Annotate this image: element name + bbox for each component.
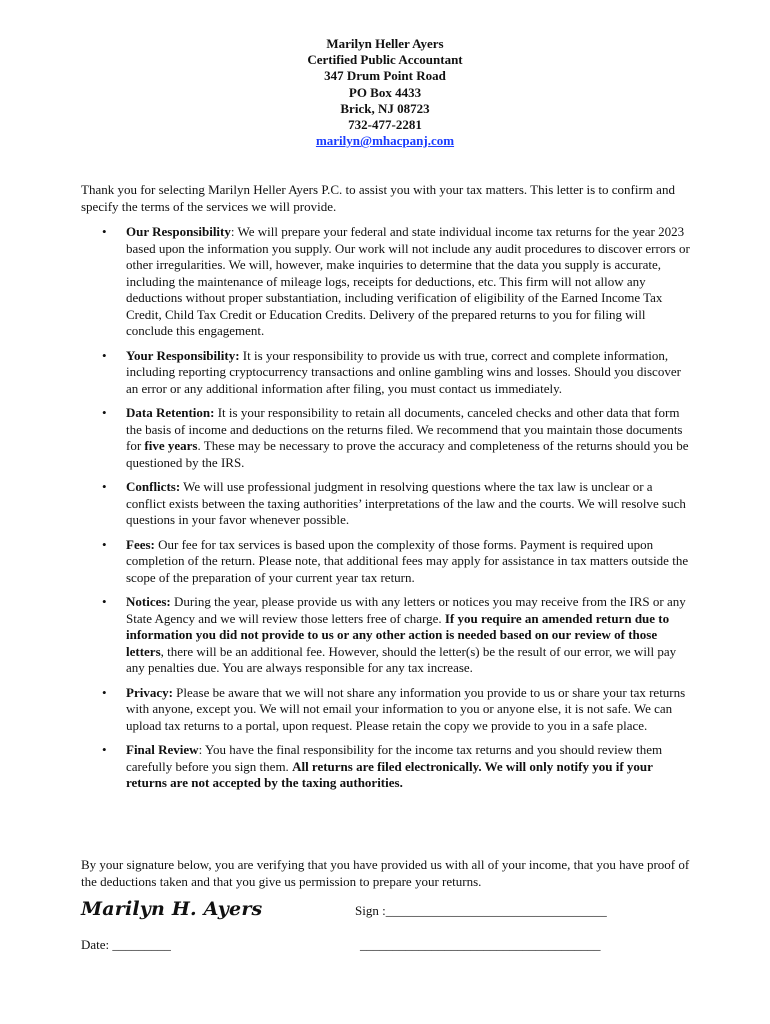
term-heading: Final Review <box>126 742 199 757</box>
term-your-responsibility <box>81 348 691 398</box>
bullet-icon: • <box>102 594 107 609</box>
term-emphasis: five years <box>144 438 198 453</box>
term-body: It is your responsibility to retain all documents, canceled checks and other data that form the basis of income and deductions on the returns filed. We recommend that you maintain those documents for <box>126 405 683 453</box>
term-emphasis: All returns are filed electronically. We will only notify you if your returns are not accepted by the taxing authorities. <box>126 758 653 790</box>
letterhead-phone: 732-477-2281 <box>348 117 422 133</box>
preparer-signature: Marilyn H. Ayers <box>81 898 263 920</box>
term-data-retention <box>81 405 691 471</box>
term-our-responsibility <box>81 224 691 340</box>
term-privacy <box>81 685 691 735</box>
term-body: We will use professional judgment in resolving questions where the tax law is unclear or a conflict exists between the taxing authorities’ interpretations of the law and the courts. We will resolve such questions in your favor whenever possible. <box>126 479 686 527</box>
bullet-icon: • <box>102 536 107 552</box>
term-body: : We will prepare your federal and state individual income tax returns for the year 2023 based upon the information you supply. Our work will not include any audit procedures to discover errors or other irregularities. We will, however, make inquiries to determine that the data you supply is accurate, including the maintenance of mileage logs, receipts for deductions, etc. This firm will not allow any deductions without proper substantiation, including verification of eligibility of the Earned Income Tax Credit, Child Tax Credit or Education Credits. Delivery of the prepared returns to you for filing will conclude this engagement. <box>126 224 690 338</box>
term-body: : You have the final responsibility for the income tax returns and you should review them carefully before you sign them. <box>126 742 663 774</box>
term-heading: Conflicts: <box>126 479 181 494</box>
bullet-icon: • <box>102 405 107 420</box>
term-heading: Your Responsibility: <box>126 347 240 363</box>
second-signature-line[interactable]: _____________________________________ <box>360 937 601 952</box>
client-sign-field[interactable]: Sign :__________________________________ <box>355 903 607 918</box>
date-field[interactable]: Date: _________ <box>81 937 171 952</box>
letterhead-city: Brick, NJ 08723 <box>340 100 430 116</box>
letterhead-address-pobox: PO Box 4433 <box>348 84 422 100</box>
terms-list <box>81 224 691 800</box>
letterhead-title: Certified Public Accountant <box>307 52 463 68</box>
bullet-icon: • <box>102 479 107 494</box>
term-body: . These may be necessary to prove the accuracy and completeness of the returns should you be questioned by the IRS. <box>126 438 689 470</box>
letterhead-address-street: 347 Drum Point Road <box>324 68 446 84</box>
term-heading: Notices: <box>126 594 171 609</box>
intro-paragraph: Thank you for selecting Marilyn Heller Ayers P.C. to assist you with your tax matters. This letter is to confirm and specify the terms of the services we will provide. <box>81 182 675 214</box>
letterhead <box>0 36 770 149</box>
term-heading: Fees: <box>126 536 155 552</box>
term-heading: Privacy: <box>126 684 173 700</box>
bullet-icon: • <box>102 742 107 757</box>
term-body: , there will be an additional fee. However, should the letter(s) be the result of our error, we will pay any penalties due. You are always responsible for any tax increase. <box>126 643 677 675</box>
term-fees <box>81 537 691 587</box>
term-heading: Data Retention: <box>126 405 215 420</box>
bullet-icon: • <box>102 224 107 239</box>
term-emphasis: If you require an amended return due to information you did not provide to us or any other action is needed based on our review of those letters <box>126 610 670 659</box>
letterhead-name: Marilyn Heller Ayers <box>326 36 444 51</box>
term-notices <box>81 594 691 677</box>
term-final-review <box>81 742 691 792</box>
term-conflicts <box>81 479 691 529</box>
term-body: Our fee for tax services is based upon the complexity of those forms. Payment is required upon completion of the return. Please note, that additional fees may apply for assistance in tax matters outside the scope of the preparation of your current year tax return. <box>126 536 689 585</box>
term-body: During the year, please provide us with any letters or notices you may receive from the IRS or any State Agency and we will review those letters free of charge. <box>126 594 686 626</box>
bullet-icon: • <box>102 347 107 363</box>
email-link[interactable]: marilyn@mhacpanj.com <box>315 133 455 149</box>
closing-paragraph: By your signature below, you are verifying that you have provided us with all of your income, that you have proof of the deductions taken and that you give us permission to prepare your returns. <box>81 857 690 889</box>
bullet-icon: • <box>102 684 107 700</box>
term-body: Please be aware that we will not share any information you provide to us or share your tax returns with anyone, except you. We will not email your information to you or anyone else, it is not safe. We can upload tax returns to a portal, upon request. Please retain the copy we provide to you in a safe place. <box>126 684 686 733</box>
term-body: It is your responsibility to provide us with true, correct and complete information, including reporting cryptocurrency transactions and online gambling wins and losses. Should you discover an error or any additional information after filing, you must contact us immediately. <box>126 347 681 396</box>
term-heading: Our Responsibility <box>126 224 231 239</box>
